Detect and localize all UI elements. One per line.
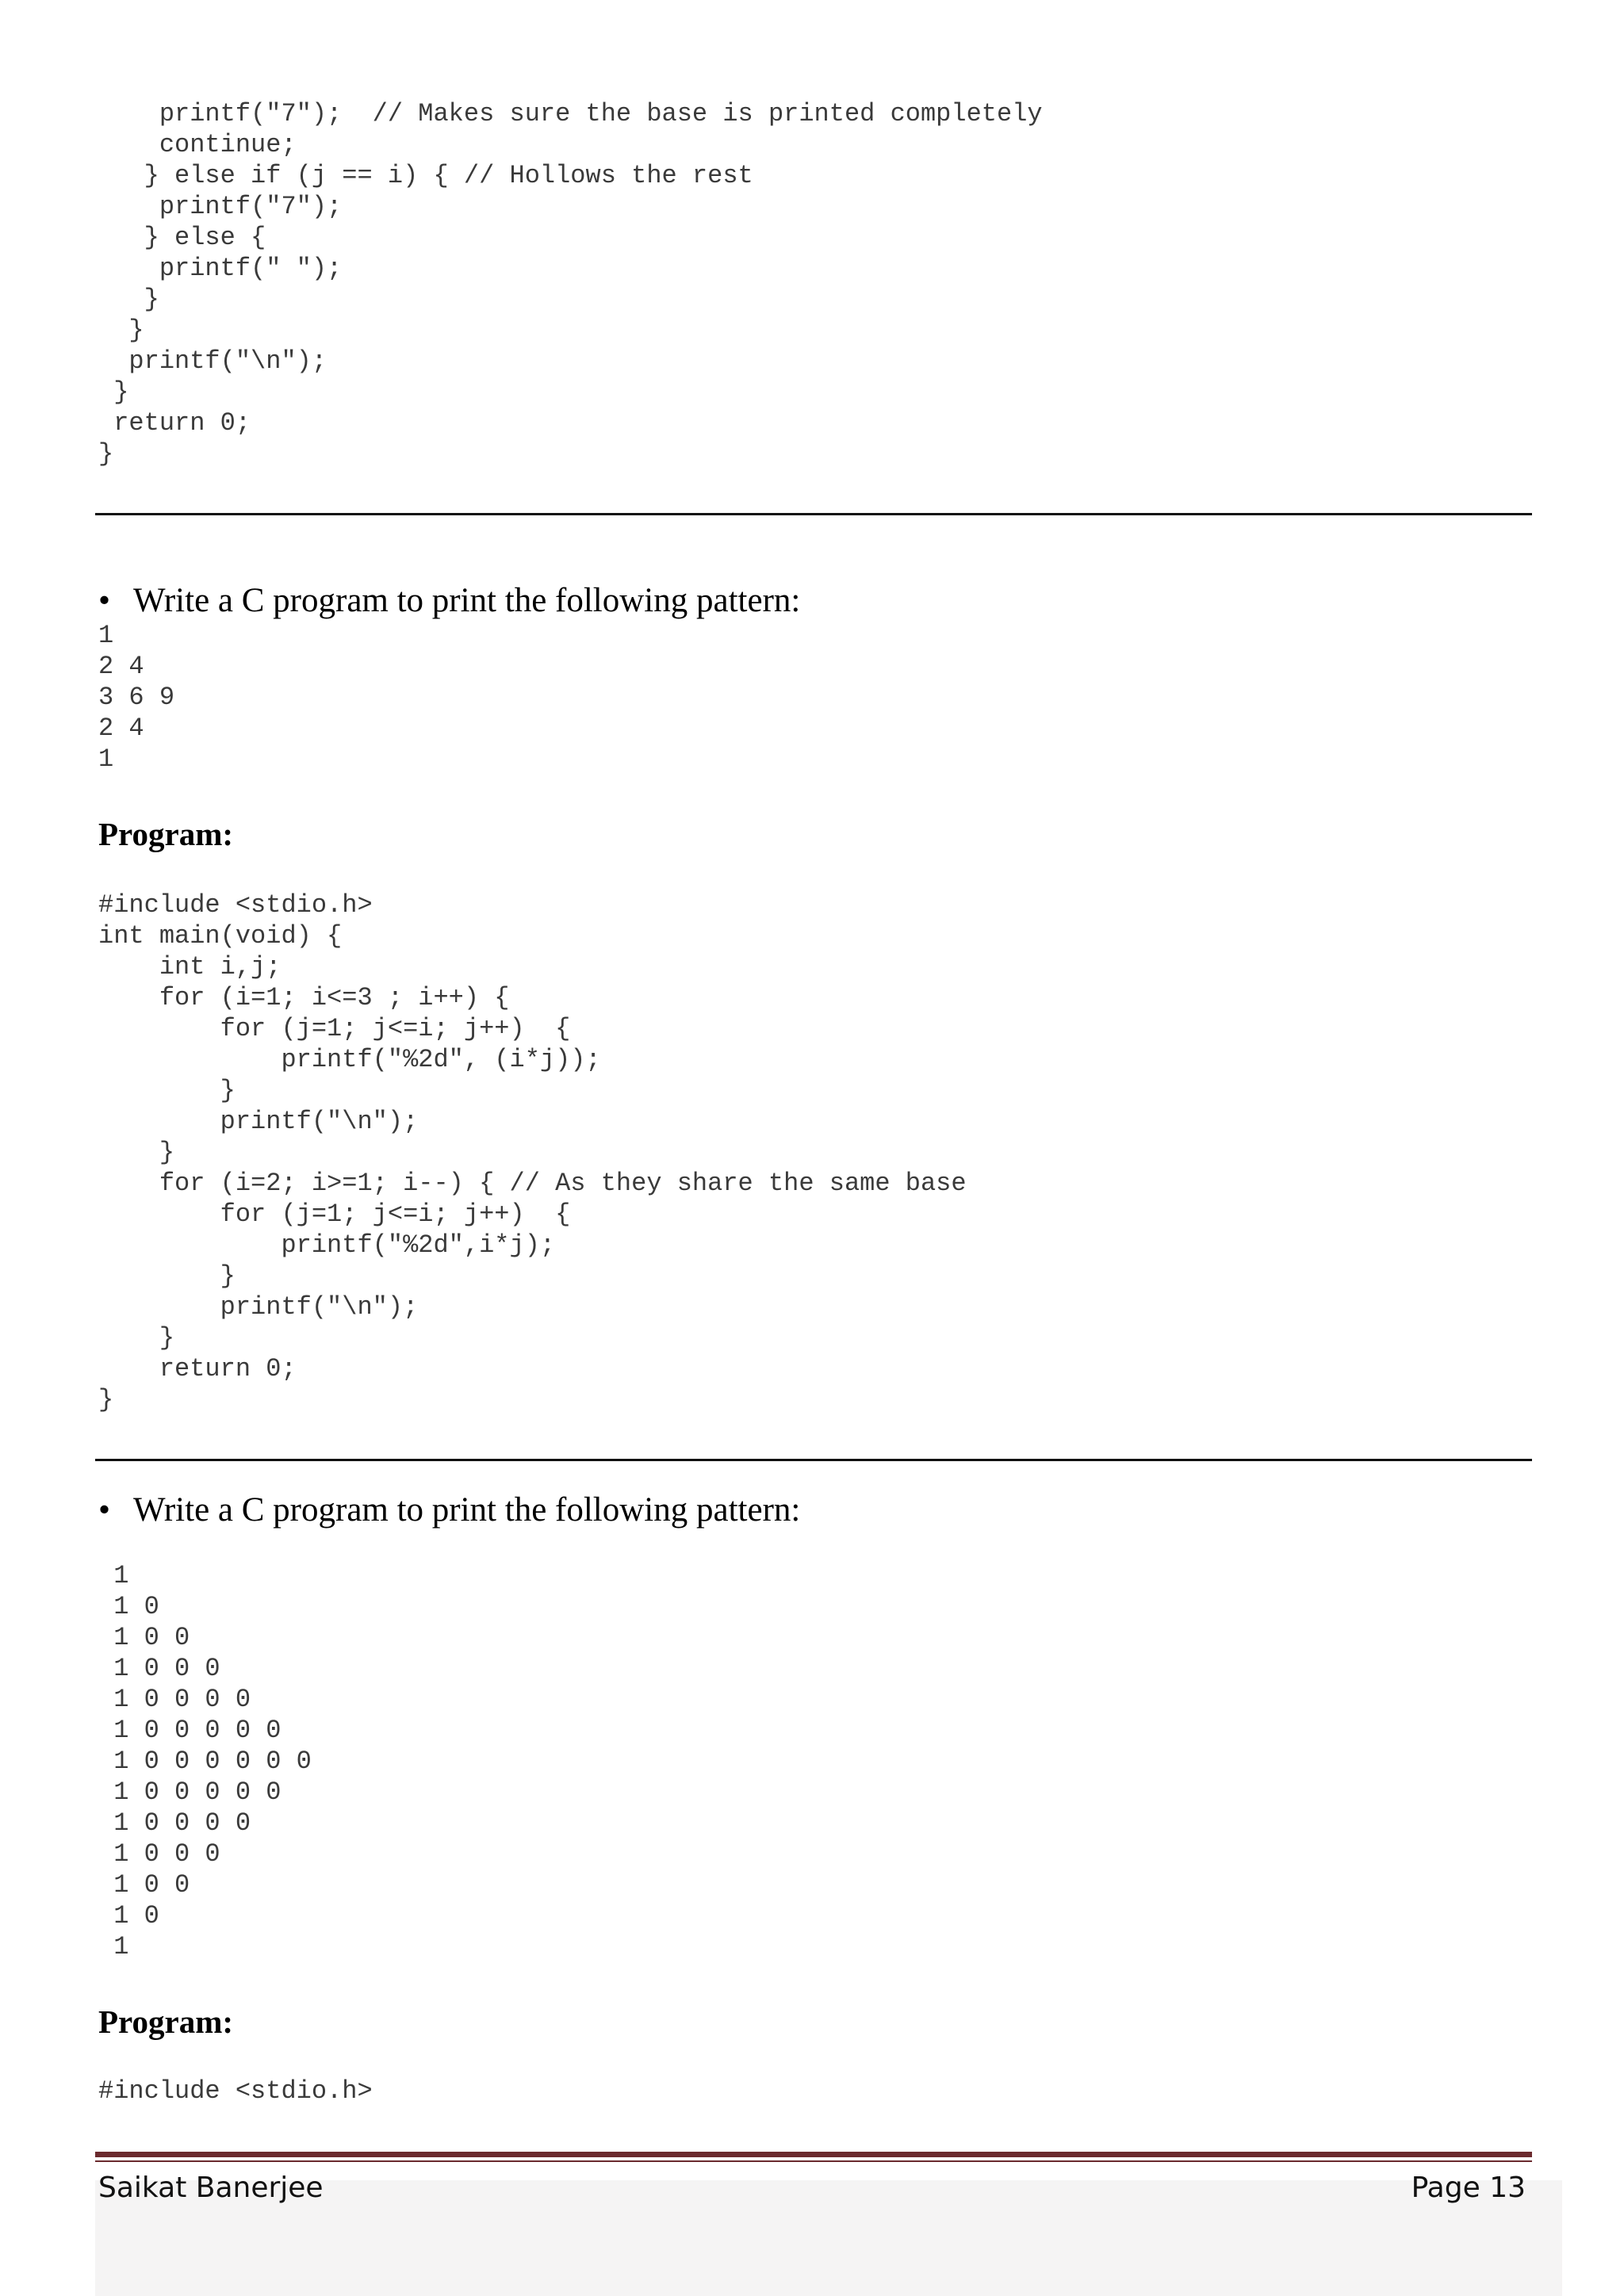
pattern-line: 1 0 0 0 0 0 xyxy=(98,1716,282,1745)
pattern-line: 3 6 9 xyxy=(98,683,175,712)
pattern-line: 1 0 0 0 0 0 0 xyxy=(98,1747,312,1776)
pattern-line: 1 xyxy=(98,621,114,650)
pattern-line: 1 xyxy=(98,1932,129,1961)
pattern-line: 1 0 0 0 0 xyxy=(98,1685,251,1714)
bullet-icon: • xyxy=(98,582,111,619)
code-line: printf("%2d",i*j); xyxy=(98,1230,556,1260)
code-line: } xyxy=(98,439,114,469)
code-line: } xyxy=(98,1076,236,1105)
pattern-line: 1 0 0 0 xyxy=(98,1839,220,1869)
code-line: int main(void) { xyxy=(98,921,343,951)
code-line: for (i=2; i>=1; i--) { // As they share the same base xyxy=(98,1169,967,1198)
code-line: } xyxy=(98,316,144,345)
code-line: } xyxy=(98,1385,114,1414)
section-divider xyxy=(95,1459,1532,1461)
code-line: printf("7"); // Makes sure the base is printed completely xyxy=(98,99,1043,128)
pattern-line: 1 xyxy=(98,1561,129,1590)
code-line: } xyxy=(98,1323,175,1353)
code-line: return 0; xyxy=(98,1354,297,1383)
question-1-program-heading: Program: xyxy=(98,816,234,852)
pattern-line: 1 0 0 xyxy=(98,1870,190,1900)
pattern-line: 1 0 0 xyxy=(98,1623,190,1652)
code-line: for (i=1; i<=3 ; i++) { xyxy=(98,983,510,1012)
top-code-block xyxy=(98,98,1043,469)
code-line: #include <stdio.h> xyxy=(98,2076,373,2106)
code-line: for (j=1; j<=i; j++) { xyxy=(98,1014,571,1043)
code-line: } else { xyxy=(98,223,266,252)
pattern-line: 2 4 xyxy=(98,714,144,743)
pattern-line: 1 0 xyxy=(98,1901,159,1931)
code-line: printf(" "); xyxy=(98,254,343,283)
code-line: return 0; xyxy=(98,408,251,438)
pattern-line: 1 xyxy=(98,744,114,774)
pattern-line: 1 0 0 0 0 xyxy=(98,1808,251,1838)
code-line: #include <stdio.h> xyxy=(98,890,373,920)
code-line: } else if (j == i) { // Hollows the rest xyxy=(98,161,753,190)
code-line: printf("\n"); xyxy=(98,1292,419,1322)
bullet-icon: • xyxy=(98,1491,111,1529)
question-1-prompt xyxy=(98,581,800,621)
code-line: } xyxy=(98,285,159,314)
code-line: } xyxy=(98,1261,236,1291)
code-line: continue; xyxy=(98,130,297,159)
question-1-code-block xyxy=(98,890,967,1415)
code-line: int i,j; xyxy=(98,952,282,982)
code-line: for (j=1; j<=i; j++) { xyxy=(98,1200,571,1229)
footer-author: Saikat Banerjee xyxy=(98,2172,324,2204)
code-line: } xyxy=(98,1138,175,1167)
code-line: printf("7"); xyxy=(98,192,343,221)
code-line: printf("\n"); xyxy=(98,1107,419,1136)
question-2-program-heading: Program: xyxy=(98,2003,234,2040)
question-2-text: Write a C program to print the following pattern: xyxy=(133,1491,801,1529)
pattern-line: 1 0 0 0 xyxy=(98,1654,220,1683)
footer-rule-thin xyxy=(95,2160,1532,2162)
question-2-pattern xyxy=(98,1560,312,1962)
code-line: printf("\n"); xyxy=(98,346,327,376)
question-1-text: Write a C program to print the following pattern: xyxy=(133,582,801,619)
question-1-pattern xyxy=(98,620,174,775)
footer-rule xyxy=(95,2152,1532,2157)
pattern-line: 1 0 0 0 0 0 xyxy=(98,1777,282,1807)
section-divider xyxy=(95,513,1532,515)
footer-page-number: Page 13 xyxy=(1411,2172,1526,2204)
question-2-code-block xyxy=(98,2076,373,2107)
pattern-line: 1 0 xyxy=(98,1592,159,1621)
question-2-prompt xyxy=(98,1490,800,1530)
code-line: } xyxy=(98,377,129,407)
pattern-line: 2 4 xyxy=(98,652,144,681)
code-line: printf("%2d", (i*j)); xyxy=(98,1045,601,1074)
